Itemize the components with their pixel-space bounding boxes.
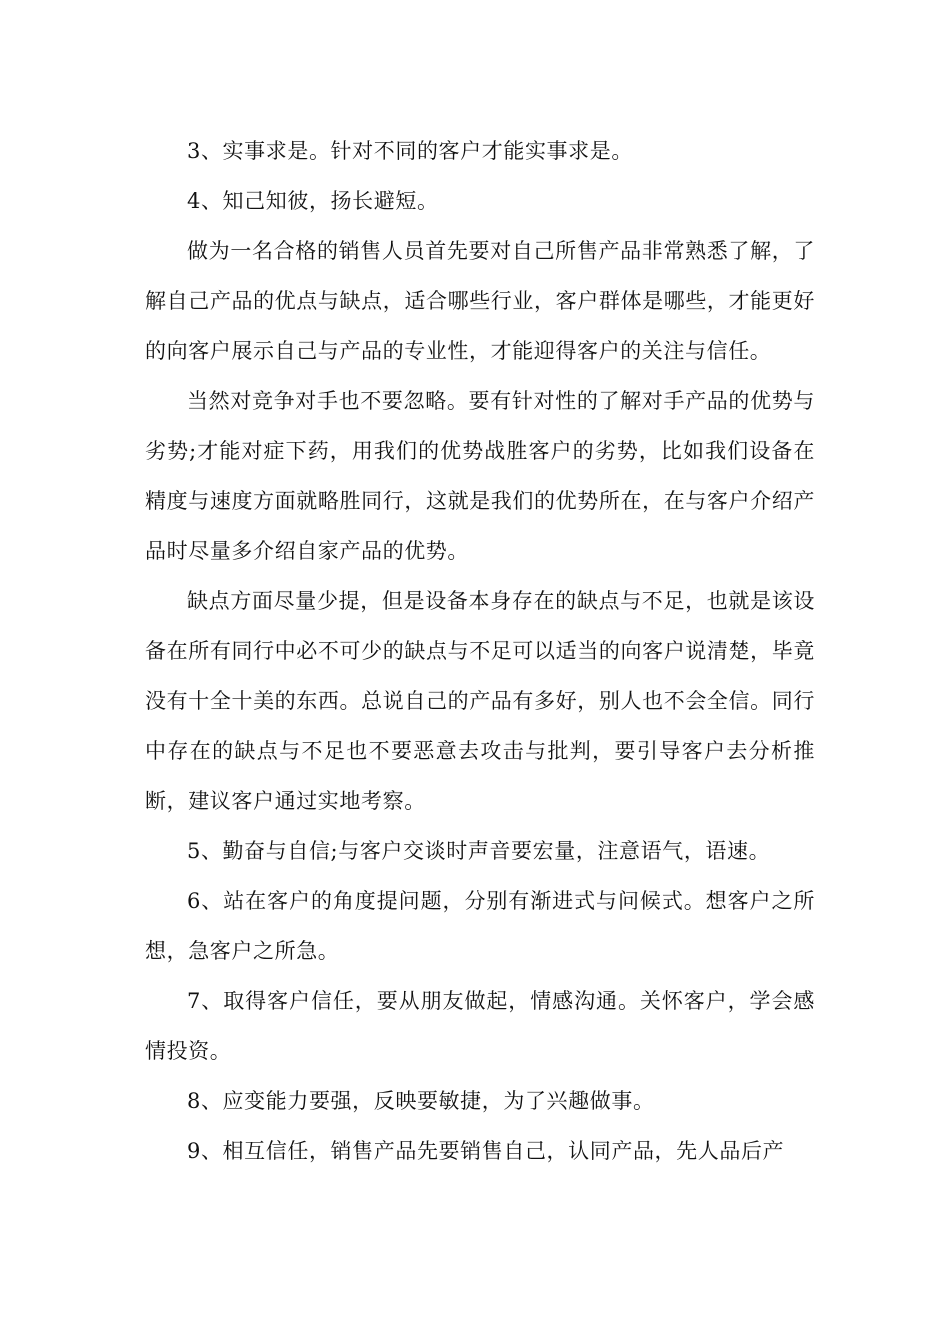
paragraph-item-5: 5、勤奋与自信;与客户交谈时声音要宏量，注意语气，语速。 [187,839,771,863]
paragraph-weakness: 缺点方面尽量少提，但是设备本身存在的缺点与不足，也就是该设备在所有同行中必不可少的缺点与不足可以适当的向客户说清楚，毕竟没有十全十美的东西。总说自己的产品有多好，别人也不会全信。同行中存在的缺点与不足也不要恶意去攻击与批判，要引导客户去分析推断，建议客户通过实地考察。 [145,589,815,813]
paragraph-item-7: 7、取得客户信任，要从朋友做起，情感沟通。关怀客户，学会感情投资。 [145,989,815,1063]
paragraph-competitor: 当然对竞争对手也不要忽略。要有针对性的了解对手产品的优势与劣势;才能对症下药，用我们的优势战胜客户的劣势，比如我们设备在精度与速度方面就略胜同行，这就是我们的优势所在，在与客户介绍产品时尽量多介绍自家产品的优势。 [145,389,815,563]
paragraph-item-8: 8、应变能力要强，反映要敏捷，为了兴趣做事。 [187,1089,655,1113]
paragraph-item-6: 6、站在客户的角度提问题，分别有渐进式与问候式。想客户之所想，急客户之所急。 [145,889,815,963]
paragraph-item-3: 3、实事求是。针对不同的客户才能实事求是。 [187,139,633,163]
paragraph-item-4: 4、知己知彼，扬长避短。 [187,189,439,213]
document-body [145,126,815,1176]
paragraph-item-9: 9、相互信任，销售产品先要销售自己，认同产品，先人品后产 [187,1139,785,1163]
paragraph-product-knowledge: 做为一名合格的销售人员首先要对自己所售产品非常熟悉了解，了解自己产品的优点与缺点，适合哪些行业，客户群体是哪些，才能更好的向客户展示自己与产品的专业性，才能迎得客户的关注与信任。 [145,239,815,363]
